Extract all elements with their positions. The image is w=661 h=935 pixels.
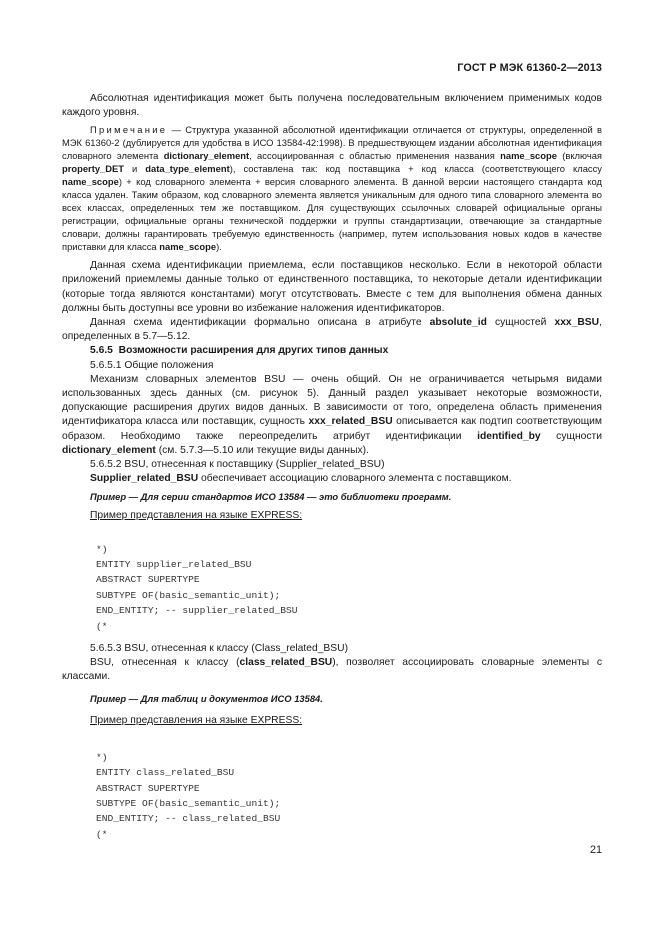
code-line: END_ENTITY; -- class_related_BSU xyxy=(96,813,281,825)
code-line: (* xyxy=(96,620,108,632)
text-run: , определенных в 5.7—5.12. xyxy=(62,316,602,343)
text-run: обеспечивает ассоциацию словарного элемента с поставщиком. xyxy=(198,473,512,485)
page-number: 21 xyxy=(589,844,602,856)
note-text: ), составлена так: код поставщика + код класса (соответствующего классу xyxy=(229,163,602,175)
paragraph-absolute-identification: Абсолютная идентификация может быть получена последовательным включением применимых кодов каждого уровня. xyxy=(62,93,602,119)
section-heading-5-6-5-2: 5.6.5.2 BSU, отнесенная к поставщику (Supplier_related_BSU) xyxy=(90,458,385,470)
term: identified_by xyxy=(477,430,541,442)
note-term: dictionary_element xyxy=(163,150,250,162)
section-number: 5.6.5 xyxy=(90,345,113,357)
text-run: Данная схема идентификации формально описана в атрибуте xyxy=(90,316,430,328)
note-text: и xyxy=(124,163,146,175)
example-2: Пример — Для таблиц и документов ИСО 13584. xyxy=(90,692,323,704)
section-heading-5-6-5-3: 5.6.5.3 BSU, отнесенная к классу (Class_related_BSU) xyxy=(90,642,349,654)
note-term: name_scope xyxy=(62,176,119,188)
paragraph-bsu-mechanism xyxy=(62,373,602,458)
note-term: property_DET xyxy=(62,163,124,175)
note-text: , ассоциированная с областью применения названия xyxy=(249,150,501,162)
document-page xyxy=(62,0,602,935)
term: xxx_related_BSU xyxy=(308,416,393,428)
code-line: END_ENTITY; -- supplier_related_BSU xyxy=(96,605,298,617)
section-heading-5-6-5-1: 5.6.5.1 Общие положения xyxy=(90,359,214,371)
paragraph-supplier-related-bsu xyxy=(62,472,602,486)
express-label-1: Пример представления на языке EXPRESS: xyxy=(90,510,303,522)
text-run: сущности xyxy=(540,430,602,442)
section-title: Возможности расширения для других типов данных xyxy=(118,345,389,357)
term: Supplier_related_BSU xyxy=(90,473,199,485)
note-text: ) + код словарного элемента + версия словарного элемента. В данной версии настоящего стандарта код класса удален. Таким образом, код словарного элемента является уникальным для одного типа словарного элемента во всех классах, определенных тем же поставщиком. Для существующих ссылочных словарей официальные органы регистрации, официальные органы технической поддержки и группы стандартизации, отвечающие за стандартные словари, должны гарантировать требуемую единственность (например, путем использования новых кодов в качестве приставки для класса xyxy=(62,176,602,253)
term: absolute_id xyxy=(429,316,487,328)
note-term: name_scope xyxy=(159,241,217,253)
note-term: data_type_element xyxy=(145,163,230,175)
express-label-2: Пример представления на языке EXPRESS: xyxy=(90,714,303,726)
note-text: (включая xyxy=(556,150,603,162)
paragraph-class-related-bsu xyxy=(62,656,602,684)
term: class_related_BSU xyxy=(239,657,333,669)
code-line: SUBTYPE OF(basic_semantic_unit); xyxy=(96,589,281,601)
note-text: ). xyxy=(216,241,222,253)
code-line: (* xyxy=(96,828,108,840)
document-body xyxy=(62,92,602,842)
text-run: Механизм словарных элементов BSU — очень общий. Он не ограничивается четырьмя видами использованных здесь данных (см. рисунок 5). Данный раздел указывает некоторые возможности, допускающие расширения других видов данных. В зависимости от того, определена область применения идентификатора класса или поставщик, сущность xyxy=(62,373,602,428)
code-line: ENTITY supplier_related_BSU xyxy=(96,558,252,570)
example-1: Пример — Для серии стандартов ИСО 13584 — это библиотеки программ. xyxy=(90,491,452,503)
paragraph-identification-scheme: Данная схема идентификации приемлема, если поставщиков несколько. Если в некоторой области приложений приемлемы данные только от единственного поставщика, то некоторые детали идентификации (которые тогда являются константами) могут отсутствовать. Вместе с тем для выполнения обмена данных должны быть доступны все уровни во избежание наложения идентификаторов. xyxy=(62,260,602,314)
text-run: сущностей xyxy=(486,316,555,328)
code-line: ENTITY class_related_BSU xyxy=(96,767,235,779)
code-line: *) xyxy=(96,543,108,555)
text-run: описывается как подтип соответствующим образом. Необходимо также переопределить атрибут идентификации xyxy=(62,416,602,442)
text-run: BSU, отнесенная к классу ( xyxy=(90,657,240,669)
code-line: ABSTRACT SUPERTYPE xyxy=(96,574,200,586)
section-heading-5-6-5 xyxy=(62,344,602,358)
code-line: ABSTRACT SUPERTYPE xyxy=(96,782,200,794)
note-term: name_scope xyxy=(500,150,557,162)
note-text: — Структура указанной абсолютной идентификации отличается от структуры, определенной в МЭК 61360-2 (дублируется для удобства в ИСО 13584-42:1998). В предшествующем издании абсолютная идентификация словарного элемента xyxy=(62,124,602,162)
code-line: SUBTYPE OF(basic_semantic_unit); xyxy=(96,797,281,809)
note-label: Примечание xyxy=(90,124,168,136)
term: xxx_BSU xyxy=(554,316,600,328)
text-run: ), позволяет ассоциировать словарные элементы с классами. xyxy=(62,657,602,683)
code-line: *) xyxy=(96,751,108,763)
express-code-block-2 xyxy=(62,750,602,842)
text-run: (см. 5.7.3—5.10 или текущие виды данных). xyxy=(155,444,369,456)
paragraph-absolute-id xyxy=(62,316,602,344)
note-paragraph xyxy=(62,124,602,254)
express-code-block-1 xyxy=(62,542,602,634)
doc-header-code: ГОСТ Р МЭК 61360-2—2013 xyxy=(457,62,602,74)
term: dictionary_element xyxy=(62,444,156,456)
